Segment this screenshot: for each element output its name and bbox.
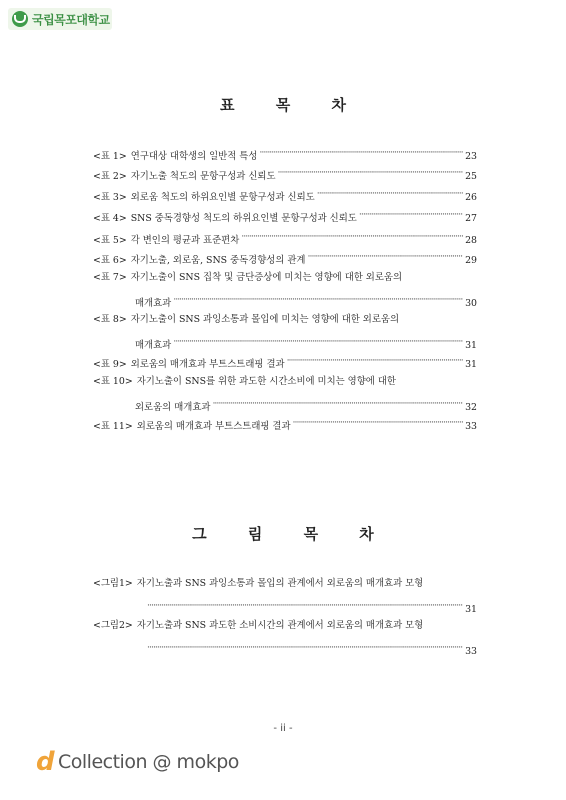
university-emblem-icon (12, 11, 28, 27)
table-entry[interactable] (93, 167, 477, 182)
entry-title: SNS 중독경향성 척도의 하위요인별 문항구성과 신뢰도 (130, 213, 357, 224)
entry-title: 자기노출이 SNS 집착 및 금단증상에 미치는 영향에 대한 외로움의 (130, 272, 403, 283)
entry-title: 매개효과 (135, 298, 172, 309)
entry-label: <표 11> (93, 421, 133, 432)
entry-page-number: 31 (465, 604, 477, 615)
entry-title: 외로움의 매개효과 (135, 402, 211, 413)
entry-title: 자기노출 척도의 문항구성과 신뢰도 (130, 171, 276, 182)
entry-page-number: 25 (465, 171, 477, 182)
leader-dots (287, 355, 464, 367)
entry-page-number: 32 (465, 402, 477, 413)
figures-list-heading: 그 림 목 차 (192, 525, 392, 543)
entry-title: 외로움의 매개효과 부트스트래핑 결과 (136, 421, 291, 432)
leader-dots (212, 398, 463, 410)
entry-page-number: 28 (465, 235, 477, 246)
entry-label: <표 3> (93, 192, 127, 203)
leader-dots (147, 600, 463, 612)
entry-page-number: 33 (465, 646, 477, 657)
entry-page-number: 30 (465, 298, 477, 309)
table-entry[interactable] (93, 417, 477, 432)
figure-entry[interactable] (93, 578, 477, 615)
entry-page-number: 27 (465, 213, 477, 224)
leader-dots (359, 209, 463, 221)
table-entry[interactable] (93, 251, 477, 266)
university-logo-text: 국립목포대학교 (32, 12, 110, 27)
entry-title: 자기노출, 외로움, SNS 중독경향성의 관계 (130, 255, 306, 266)
entry-title: 자기노출이 SNS 과잉소통과 몰입에 미치는 영향에 대한 외로움의 (130, 314, 400, 325)
leader-dots (293, 417, 464, 429)
entry-page-number: 29 (465, 255, 477, 266)
entry-title: 외로움의 매개효과 부트스트래핑 결과 (130, 359, 285, 370)
entry-title: 자기노출과 SNS 과도한 소비시간의 관계에서 외로움의 매개효과 모형 (136, 620, 424, 631)
table-entry[interactable] (93, 314, 477, 351)
entry-title: 연구대상 대학생의 일반적 특성 (130, 151, 258, 162)
collection-watermark (36, 747, 239, 777)
leader-dots (259, 147, 463, 159)
collection-brand-text: Collection @ mokpo (58, 751, 239, 773)
table-entry[interactable] (93, 231, 477, 246)
leader-dots (308, 251, 464, 263)
leader-dots (173, 336, 463, 348)
table-entry[interactable] (93, 188, 477, 203)
entry-label: <표 5> (93, 235, 127, 246)
entry-title: 자기노출과 SNS 과잉소통과 몰입의 관계에서 외로움의 매개효과 모형 (136, 578, 424, 589)
entry-page-number: 26 (465, 192, 477, 203)
table-entry[interactable] (93, 376, 477, 413)
collection-d-icon: d (36, 747, 55, 777)
leader-dots (147, 642, 463, 654)
entry-label: <표 10> (93, 376, 133, 387)
entry-label: <표 1> (93, 151, 127, 162)
table-entry[interactable] (93, 147, 477, 162)
leader-dots (278, 167, 464, 179)
table-entry[interactable] (93, 272, 477, 309)
leader-dots (317, 188, 463, 200)
entry-page-number: 31 (465, 340, 477, 351)
entry-label: <표 8> (93, 314, 127, 325)
figure-entry[interactable] (93, 620, 477, 657)
entry-label: <표 2> (93, 171, 127, 182)
entry-page-number: 33 (465, 421, 477, 432)
entry-label: <그림2> (93, 620, 133, 631)
page-number: - ii - (273, 723, 293, 734)
table-entry[interactable] (93, 209, 477, 224)
entry-label: <표 6> (93, 255, 127, 266)
entry-label: <표 7> (93, 272, 127, 283)
entry-page-number: 23 (465, 151, 477, 162)
tables-list-heading: 표 목 차 (220, 96, 364, 114)
university-logo (8, 8, 112, 30)
entry-page-number: 31 (465, 359, 477, 370)
table-entry[interactable] (93, 355, 477, 370)
leader-dots (173, 294, 463, 306)
entry-title: 각 변인의 평균과 표준편차 (130, 235, 240, 246)
entry-label: <표 9> (93, 359, 127, 370)
leader-dots (241, 231, 463, 243)
entry-title: 외로움 척도의 하위요인별 문항구성과 신뢰도 (130, 192, 315, 203)
entry-title: 자기노출이 SNS를 위한 과도한 시간소비에 미치는 영향에 대한 (136, 376, 396, 387)
entry-title: 매개효과 (135, 340, 172, 351)
entry-label: <표 4> (93, 213, 127, 224)
entry-label: <그림1> (93, 578, 133, 589)
